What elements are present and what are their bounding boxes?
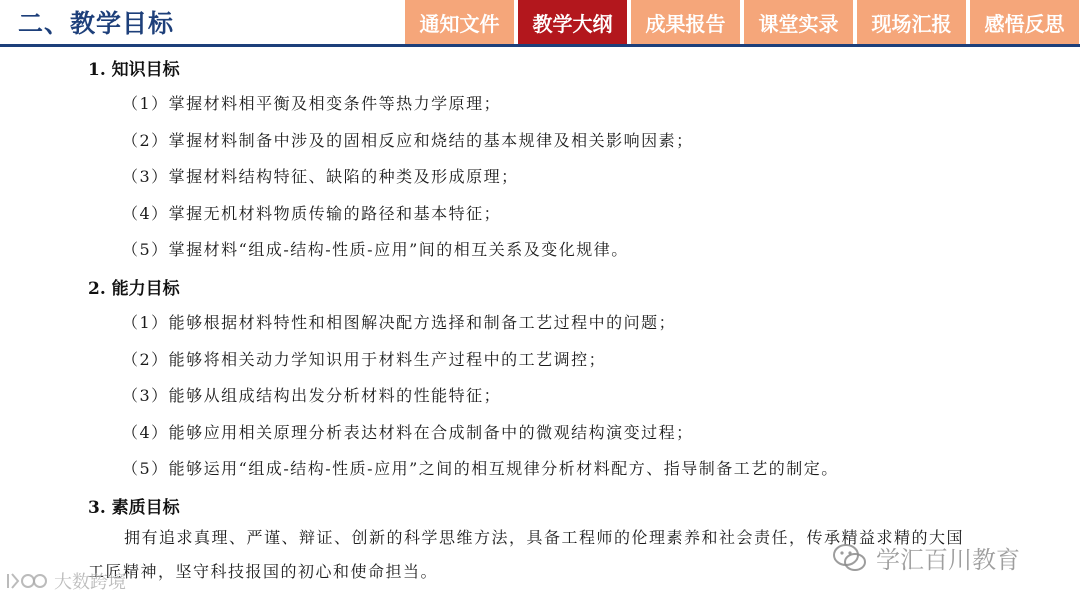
heading-knowledge-goals: 1. 知识目标	[88, 60, 180, 80]
knowledge-item-2: （2）掌握材料制备中涉及的固相反应和烧结的基本规律及相关影响因素；	[122, 131, 694, 150]
header-bar	[0, 0, 1080, 48]
tab-class-recording[interactable]: 课堂实录	[744, 0, 853, 44]
knowledge-item-1: （1）掌握材料相平衡及相变条件等热力学原理；	[122, 94, 502, 113]
quality-paragraph: 拥有追求真理、严谨、辩证、创新的科学思维方法，具备工程师的伦理素养和社会责任，传承精益求精的大国工匠精神，坚守科技报国的初心和使命担当。	[88, 528, 965, 581]
ability-item-5: （5）能够运用“组成-结构-性质-应用”之间的相互规律分析材料配方、指导制备工艺的制定。	[122, 459, 839, 478]
watermark-left	[4, 568, 126, 594]
watermark-right-text: 学汇百川教育	[876, 546, 1020, 574]
nav-tabs	[405, 0, 1079, 44]
tab-results-report[interactable]: 成果报告	[631, 0, 740, 44]
ability-item-1: （1）能够根据材料特性和相图解决配方选择和制备工艺过程中的问题；	[122, 313, 677, 332]
knowledge-item-3: （3）掌握材料结构特征、缺陷的种类及形成原理；	[122, 167, 519, 186]
heading-ability-goals: 2. 能力目标	[88, 279, 180, 299]
section-title: 二、教学目标	[18, 9, 175, 38]
watermark-right	[832, 540, 1020, 575]
ability-item-4: （4）能够应用相关原理分析表达材料在合成制备中的微观结构演变过程；	[122, 423, 694, 442]
wechat-icon	[832, 543, 868, 573]
tab-syllabus[interactable]: 教学大纲	[518, 0, 627, 44]
ability-item-2: （2）能够将相关动力学知识用于材料生产过程中的工艺调控；	[122, 350, 607, 369]
watermark-logo-icon	[4, 570, 48, 592]
knowledge-item-5: （5）掌握材料“组成-结构-性质-应用”间的相互关系及变化规律。	[122, 240, 629, 259]
tab-notice-files[interactable]: 通知文件	[405, 0, 514, 44]
knowledge-item-4: （4）掌握无机材料物质传输的路径和基本特征；	[122, 204, 502, 223]
tab-onsite-report[interactable]: 现场汇报	[857, 0, 966, 44]
ability-item-3: （3）能够从组成结构出发分析材料的性能特征；	[122, 386, 502, 405]
heading-quality-goals: 3. 素质目标	[88, 498, 180, 518]
watermark-left-text: 大数跨境	[54, 572, 126, 593]
header-divider	[0, 44, 1080, 47]
tab-reflections[interactable]: 感悟反思	[970, 0, 1079, 44]
